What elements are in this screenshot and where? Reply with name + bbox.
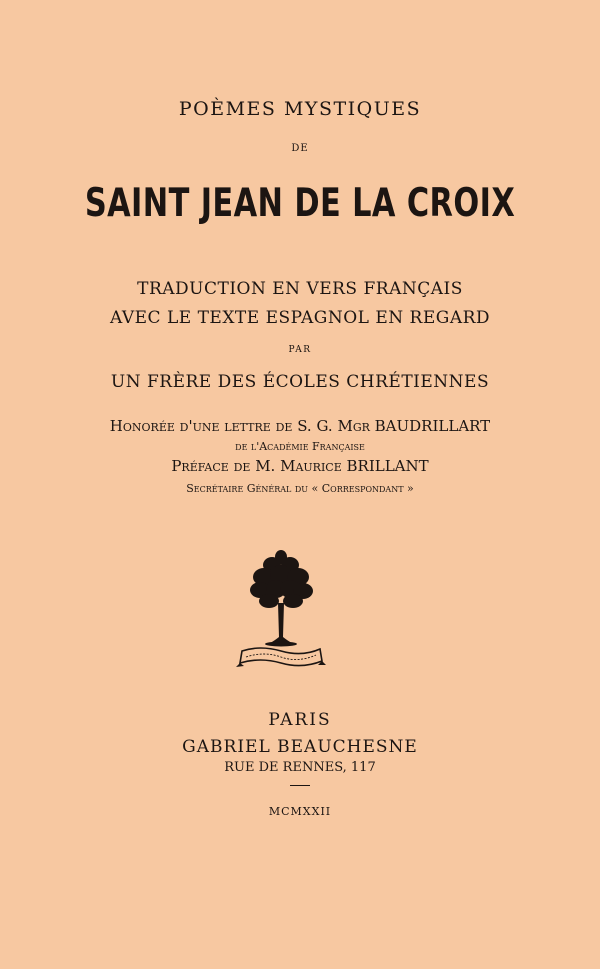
divider bbox=[290, 785, 310, 786]
preface-line: Préface de M. Maurice BRILLANT bbox=[171, 457, 429, 475]
honoree-line: Honorée d'une lettre de S. G. Mgr BAUDRILLART bbox=[109, 417, 491, 435]
title-de: DE bbox=[291, 143, 309, 154]
city: PARIS bbox=[268, 710, 332, 730]
secretaire-line: Secrétaire Général du « Correspondant » bbox=[186, 482, 414, 495]
par-label: PAR bbox=[288, 345, 312, 355]
publisher: GABRIEL BEAUCHESNE bbox=[182, 737, 418, 757]
tree-emblem-icon bbox=[236, 545, 326, 675]
author-line: UN FRÈRE DES ÉCOLES CHRÉTIENNES bbox=[110, 372, 490, 392]
translation-line-2: AVEC LE TEXTE ESPAGNOL EN REGARD bbox=[109, 308, 491, 328]
title-top: POÈMES MYSTIQUES bbox=[178, 98, 422, 120]
academie-line: de l'Académie Française bbox=[235, 440, 365, 453]
publisher-address: RUE DE RENNES, 117 bbox=[224, 760, 376, 775]
translation-line-1: TRADUCTION EN VERS FRANÇAIS bbox=[137, 279, 463, 299]
main-title: SAINT JEAN DE LA CROIX bbox=[84, 181, 516, 226]
publication-year: MCMXXII bbox=[268, 805, 332, 818]
